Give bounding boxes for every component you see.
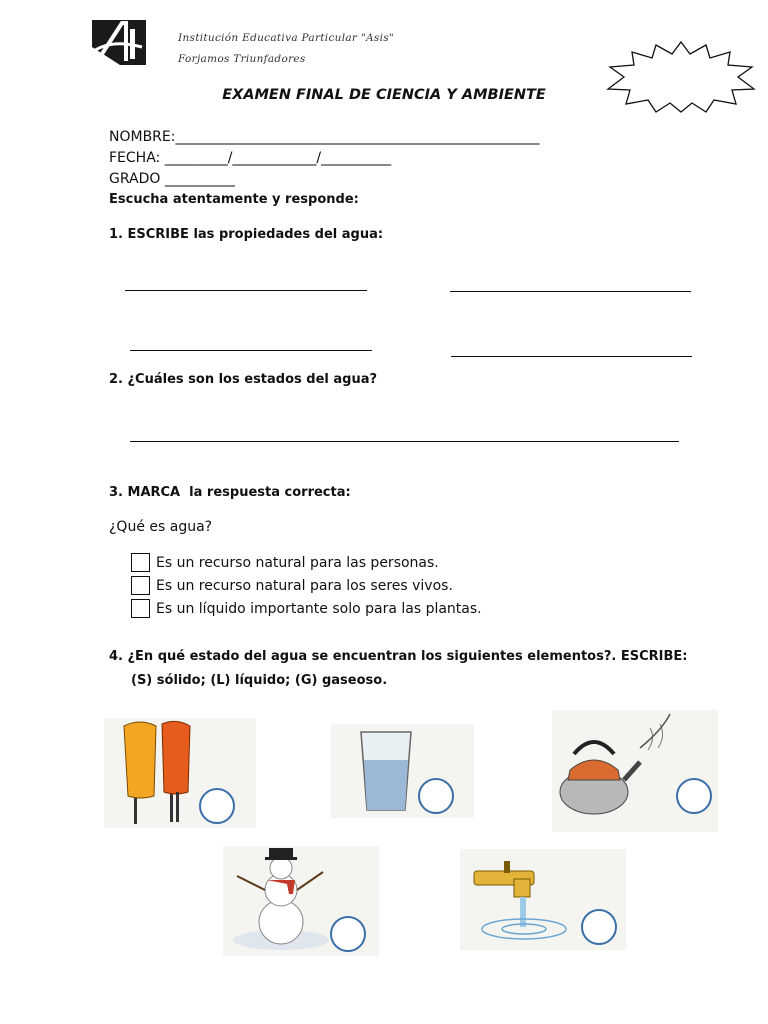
question-1: 1. ESCRIBE las propiedades del agua: [109,227,384,242]
option-3[interactable] [131,599,482,618]
answer-line-1d[interactable] [451,356,692,357]
kettle-steam-image [552,710,718,832]
glass-of-water-image [331,724,474,818]
option-1-label: Es un recurso natural para las personas. [156,554,439,571]
date-field[interactable]: FECHA: _________/____________/__________ [109,150,392,166]
answer-circle-kettle[interactable] [676,778,712,814]
option-1[interactable] [131,553,439,572]
question-3-prompt: ¿Qué es agua? [109,519,213,535]
grade-field[interactable]: GRADO __________ [109,171,235,187]
question-4: 4. ¿En qué estado del agua se encuentran los siguientes elementos?. ESCRIBE: [109,649,688,664]
answer-line-1b[interactable] [450,291,691,292]
school-logo [90,17,150,69]
option-3-label: Es un líquido importante solo para las plantas. [156,600,482,617]
answer-line-1c[interactable] [130,350,372,351]
answer-circle-glass[interactable] [418,778,454,814]
answer-line-1a[interactable] [125,290,367,291]
answer-circle-popsicles[interactable] [199,788,235,824]
instruction: Escucha atentamente y responde: [109,192,359,207]
answer-circle-faucet[interactable] [581,909,617,945]
question-3: 3. MARCA la respuesta correcta: [109,485,351,500]
school-motto: Forjamos Triunfadores [178,53,306,65]
option-3-checkbox[interactable] [131,599,150,618]
option-2-label: Es un recurso natural para los seres vivos. [156,577,453,594]
answer-line-2[interactable] [130,441,679,442]
snowman-image [223,846,379,956]
answer-circle-snowman[interactable] [330,916,366,952]
option-2-checkbox[interactable] [131,576,150,595]
option-1-checkbox[interactable] [131,553,150,572]
school-name: Institución Educativa Particular "Asis" [178,32,395,44]
question-4-legend: (S) sólido; (L) líquido; (G) gaseoso. [131,673,388,688]
exam-title: EXAMEN FINAL DE CIENCIA Y AMBIENTE [222,87,546,103]
faucet-water-image [460,849,626,950]
popsicles-image [104,718,256,828]
name-field[interactable]: NOMBRE:____________________________________________________ [109,129,540,145]
question-2: 2. ¿Cuáles son los estados del agua? [109,372,378,387]
option-2[interactable] [131,576,453,595]
